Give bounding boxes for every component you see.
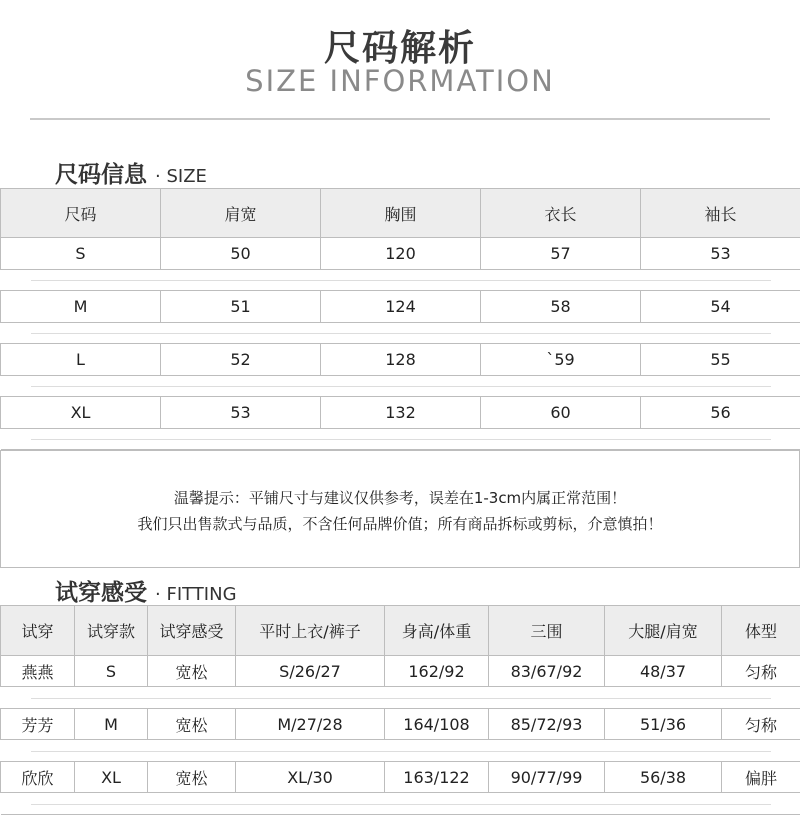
table-cell: 48/37 xyxy=(605,656,722,687)
table-row xyxy=(1,397,800,429)
size-col-header: 胸围 xyxy=(321,189,481,238)
table-cell: 164/108 xyxy=(385,709,489,740)
table-cell: 120 xyxy=(321,238,481,270)
fitting-col-header: 身高/体重 xyxy=(385,606,489,656)
size-table xyxy=(0,188,800,450)
table-cell: M/27/28 xyxy=(236,709,385,740)
page-title: 尺码解析 xyxy=(323,28,476,69)
table-cell: S/26/27 xyxy=(236,656,385,687)
table-cell: 163/122 xyxy=(385,762,489,793)
row-spacer xyxy=(1,376,800,397)
table-cell: 90/77/99 xyxy=(489,762,605,793)
table-cell: M xyxy=(1,291,161,323)
size-section-title-cn: 尺码信息 xyxy=(55,162,147,188)
table-cell: 宽松 xyxy=(148,709,236,740)
size-section-title-en: · SIZE xyxy=(155,166,207,187)
fitting-col-header: 试穿款 xyxy=(75,606,148,656)
tips-line-2: 我们只出售款式与品质，不含任何品牌价值；所有商品拆标或剪标，介意慎拍！ xyxy=(137,515,663,533)
table-cell: 偏胖 xyxy=(722,762,800,793)
table-cell: 162/92 xyxy=(385,656,489,687)
size-col-header: 肩宽 xyxy=(161,189,321,238)
table-cell: 匀称 xyxy=(722,709,800,740)
table-cell: 51/36 xyxy=(605,709,722,740)
fitting-section-title-en: · FITTING xyxy=(155,584,237,605)
fitting-col-header: 试穿 xyxy=(1,606,75,656)
table-cell: `59 xyxy=(481,344,641,376)
fitting-col-header: 平时上衣/裤子 xyxy=(236,606,385,656)
tips-line-1: 温馨提示：平铺尺寸与建议仅供参考，误差在1-3cm内属正常范围！ xyxy=(173,489,627,507)
table-cell: 53 xyxy=(161,397,321,429)
table-cell: 132 xyxy=(321,397,481,429)
table-cell: 宽松 xyxy=(148,762,236,793)
table-cell: 54 xyxy=(641,291,800,323)
size-col-header: 衣长 xyxy=(481,189,641,238)
table-cell: S xyxy=(1,238,161,270)
table-cell: 60 xyxy=(481,397,641,429)
table-row xyxy=(1,709,800,740)
table-cell: 83/67/92 xyxy=(489,656,605,687)
tips-box xyxy=(0,450,800,568)
table-row xyxy=(1,291,800,323)
row-spacer xyxy=(1,270,800,291)
title-divider xyxy=(30,118,770,120)
table-row xyxy=(1,238,800,270)
size-col-header: 袖长 xyxy=(641,189,800,238)
table-cell: 56 xyxy=(641,397,800,429)
table-cell: 52 xyxy=(161,344,321,376)
table-cell: 58 xyxy=(481,291,641,323)
table-cell: XL xyxy=(75,762,148,793)
table-cell: 51 xyxy=(161,291,321,323)
fitting-col-header: 大腿/肩宽 xyxy=(605,606,722,656)
fitting-section-title-cn: 试穿感受 xyxy=(55,580,147,606)
table-cell: XL xyxy=(1,397,161,429)
table-cell: 芳芳 xyxy=(1,709,75,740)
table-cell: M xyxy=(75,709,148,740)
size-section-title xyxy=(55,156,207,189)
row-spacer xyxy=(1,687,800,709)
fitting-col-header: 体型 xyxy=(722,606,800,656)
row-spacer xyxy=(1,429,800,450)
row-spacer xyxy=(1,323,800,344)
row-spacer xyxy=(1,793,800,815)
size-table-header xyxy=(1,189,800,238)
table-cell: 匀称 xyxy=(722,656,800,687)
page-subtitle: SIZE INFORMATION xyxy=(245,64,555,98)
fitting-table-header xyxy=(1,606,800,656)
size-col-header: 尺码 xyxy=(1,189,161,238)
table-cell: 宽松 xyxy=(148,656,236,687)
table-cell: 50 xyxy=(161,238,321,270)
table-row xyxy=(1,656,800,687)
fitting-col-header: 三围 xyxy=(489,606,605,656)
table-cell: 燕燕 xyxy=(1,656,75,687)
table-cell: L xyxy=(1,344,161,376)
table-cell: 85/72/93 xyxy=(489,709,605,740)
table-cell: 128 xyxy=(321,344,481,376)
table-cell: 56/38 xyxy=(605,762,722,793)
table-row xyxy=(1,344,800,376)
table-cell: S xyxy=(75,656,148,687)
table-cell: XL/30 xyxy=(236,762,385,793)
table-cell: 124 xyxy=(321,291,481,323)
fitting-section-title xyxy=(55,574,237,607)
fitting-table xyxy=(0,605,800,815)
fitting-col-header: 试穿感受 xyxy=(148,606,236,656)
table-cell: 55 xyxy=(641,344,800,376)
table-cell: 53 xyxy=(641,238,800,270)
table-row xyxy=(1,762,800,793)
table-cell: 欣欣 xyxy=(1,762,75,793)
row-spacer xyxy=(1,740,800,762)
table-cell: 57 xyxy=(481,238,641,270)
